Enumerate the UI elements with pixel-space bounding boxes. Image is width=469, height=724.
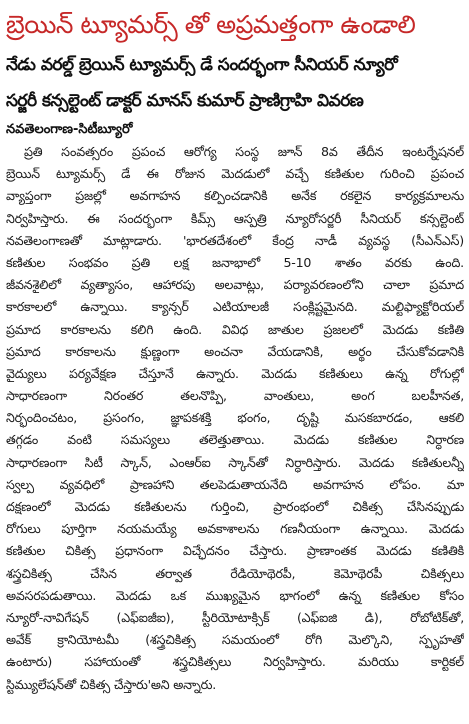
body-line: రోగులు పూర్తిగా నయమయ్యే అవకాశాలను గణనీయంగా ఉన్నాయి. మెదడు [6, 521, 464, 537]
body-line: జీవనశైలిలో వ్యత్యాసం, ఆహారపు అలవాట్లు, పర్యావరణంలోని చాలా ప్రమాద [6, 277, 464, 293]
body-line: తగ్గడం వంటి సమస్యలు తలెత్తుతాయి. మెదడు కణితుల నిర్ధారణ [6, 432, 464, 448]
body-line: శస్త్రచికిత్స చేసిన తర్వాత రేడియోథెరపీ, కెమోథెరపీ చికిత్సలు [6, 565, 464, 581]
body-line: ప్రమాద కారకాలను కలిగి ఉంది. వివిధ జాతుల ప్రజలలో మెదడు కణితి [6, 321, 464, 337]
dateline: నవతెలంగాణ-సిటీబ్యూరో [6, 122, 133, 137]
body-line: కారకాలలో ఉన్నాయి. క్యాన్సర్ ఎటియాలజీ సంక్లిష్టమైనది. మల్టిఫ్యాక్టోరియల్ [6, 299, 464, 315]
article-body [6, 141, 464, 721]
body-line: అవసరపడుతాయి. మెదడు ఒక ముఖ్యమైన భాగంలో ఉన్న కణితుల కోసం [6, 587, 464, 603]
body-line: ప్రమాద కారకాలను క్షుణ్ణంగా అంచనా వేయడానికి, అర్థం చేసుకోవడానికి [6, 343, 464, 359]
body-line: కణితుల సంభవం ప్రతి లక్ష జనాభాలో 5-10 శాతం వరకు ఉంది. [6, 254, 464, 270]
subheadline-line-1: నేడు వరల్డ్ బ్రెయిన్ ట్యూమర్స్ డే సందర్భంగా సీనియర్ న్యూరో [6, 55, 398, 75]
body-line: న్యూరో-నావిగేషన్ (ఎఫ్ఐజీఐ), స్టీరియోటాక్సిక్ (ఎఫ్ఐజి డి), రోబోటిక్‌తో, [6, 609, 464, 625]
body-line: వైద్యులు పర్యవేక్షణ చేస్తూనే ఉన్నారు. మెదడు కణితులు ఉన్న రోగుల్లో [6, 365, 464, 381]
body-line: నవతెలంగాణతో మాట్లాడారు. 'భారతదేశంలో కేంద్ర నాడీ వ్యవస్థ (సీఎన్ఎస్) [6, 232, 464, 248]
body-line: ఉంటారు) సహాయంతో శస్త్రచికిత్సలు నిర్వహిస్తారు. మరియు కార్టికల్ [6, 654, 464, 670]
headline: బ్రెయిన్ ట్యూమర్స్ తో అప్రమత్తంగా ఉండాలి [6, 10, 416, 39]
body-line: ప్రతి సంవత్సరం ప్రపంచ ఆరోగ్య సంస్థ జూన్ 8వ తేదీన ఇంటర్నేషనల్ [24, 144, 464, 159]
body-line: వ్యాప్తంగా ప్రజల్లో అవగాహన కల్పించడానికి అనేక రకలైన కార్యక్రమాలను [6, 188, 464, 204]
body-line: కణితుల చికిత్స ప్రధానంగా విచ్ఛేదనం చేస్తారు. ప్రాణాంతక మెదడు కణితికి [6, 543, 464, 559]
body-line: స్వల్ప వ్యవధిలో ప్రాణహాని తలపెడుతాయనేది అవగాహన లోపం. మా [6, 476, 464, 492]
body-line: దక్షణంలో మెదడు కణితులను గుర్తించి, ప్రారంభంలో చికిత్స చేసినప్పుడు [6, 499, 464, 514]
body-line: నిర్వహిస్తారు. ఈ సందర్భంగా కిమ్స్ ఆస్పత్రి న్యూరోసర్జరీ సీనియర్ కన్సల్టెంట్ [6, 210, 464, 226]
body-line: అవేక్ క్రానియోటమీ (శస్త్రచికిత్స సమయంలో రోగి మెల్కొని, స్పృహతో [6, 632, 464, 648]
body-line: నిర్భందించటం, ప్రసంగం, జ్ఞాపకశక్తి భంగం, దృష్టి మసకబారడం, ఆకలి [6, 410, 464, 426]
body-line: స్టిమ్యులేషన్‌తో చికిత్స చేస్తారు'అని అన్నారు. [6, 676, 217, 692]
body-line: సాధారణంగా సిటీ స్కాన్, ఎంఆర్ఐ స్కాన్‌తో నిర్ధారిస్తారు. మెదడు కణితులన్నీ [6, 454, 464, 470]
subheadline-line-2: సర్జరీ కన్సల్టెంట్ డాక్టర్ మానస్ కుమార్ ప్రాణిగ్రాహి వివరణ [6, 91, 364, 111]
body-line: సాధారణంగా నిరంతర తలనొప్పి, వాంతులు, అంగ బలహీనత, [6, 388, 464, 404]
body-line: బ్రెయిన్ ట్యూమర్స్ డే ఈ రోజున మెదడులో వచ్చే కణితుల గురించి ప్రపంచ [6, 166, 464, 182]
